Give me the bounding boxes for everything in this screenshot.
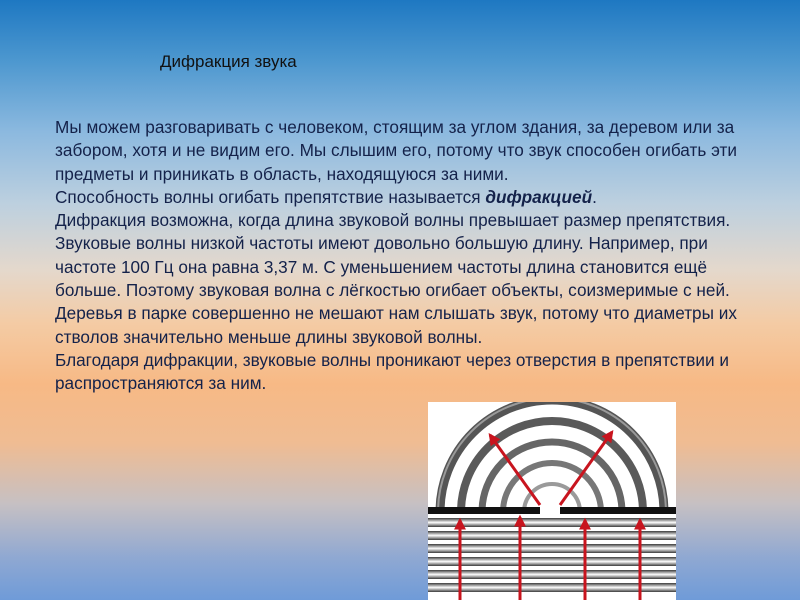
paragraph-definition <box>55 186 755 209</box>
semicircular-wavefronts <box>438 402 666 512</box>
paragraph-condition: Дифракция возможна, когда длина звуковой волны превышает размер препятствия. Звуковые волны низкой частоты имеют довольно большую длину. Например, при частоте 100 Гц она равна 3,37 м. С уменьшением частоты длина становится ещё больше. Поэтому звуковая волна с лёгкостью огибает объекты, соизмеримые с ней. Деревья в парке совершенно не мешают нам слышать звук, потому что диаметры их стволов значительно меньше длины звуковой волны. <box>55 210 737 347</box>
definition-text: Способность волны огибать препятствие называется <box>55 186 486 207</box>
definition-end: . <box>592 186 597 207</box>
paragraph-conclusion: Благодаря дифракции, звуковые волны проникают через отверстия в препятствии и распространяются за ним. <box>55 349 729 394</box>
barrier <box>428 507 676 514</box>
slide-title: Дифракция звука <box>160 52 297 71</box>
term-diffraction: дифракцией <box>485 186 593 207</box>
diffraction-diagram <box>428 402 676 600</box>
diffraction-illustration <box>428 402 676 600</box>
body-text <box>55 116 755 396</box>
paragraph-intro: Мы можем разговаривать с человеком, стоящим за углом здания, за деревом или за забором, хотя и не видим его. Мы слышим его, потому что звук способен огибать эти предметы и приникать в область, находящуюся за ними. <box>55 117 737 184</box>
